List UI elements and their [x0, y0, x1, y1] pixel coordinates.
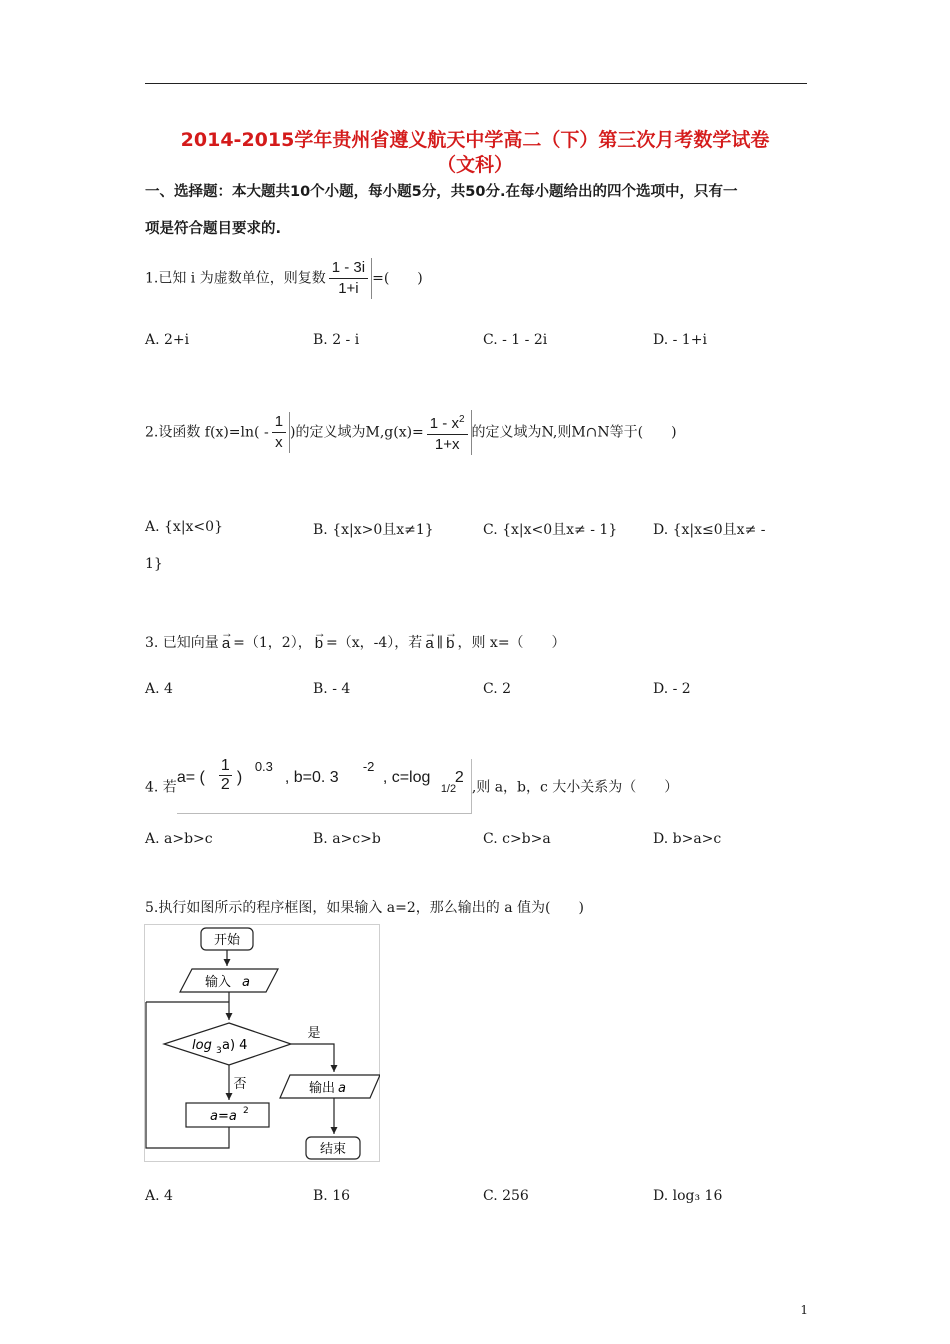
- flow-no-label: 否: [233, 1077, 247, 1092]
- q3-parallel: ∥: [436, 635, 444, 651]
- q2-option-c: C. {x|x<0且x≠ - 1}: [483, 522, 618, 538]
- q1-denominator: 1+i: [338, 280, 359, 297]
- question-4: [145, 759, 678, 814]
- q2-part-3: 的定义域为N,则M∩N等于( ): [471, 424, 677, 441]
- q1-option-b: B. 2 - i: [313, 332, 360, 348]
- q4-c-label: , c=log: [382, 769, 431, 786]
- q2-f2-exponent: 2: [458, 414, 465, 425]
- q4-option-d: D. b>a>c: [653, 831, 722, 847]
- flow-output-var: a: [338, 1081, 346, 1096]
- vector-arrow-icon: →: [424, 625, 437, 640]
- q2-f2-numerator-text: 1 - x: [429, 415, 459, 432]
- q4-option-a: A. a>b>c: [145, 831, 213, 847]
- q3-part-1: 3. 已知向量: [145, 635, 219, 651]
- q4-half-fraction: [219, 757, 232, 794]
- q5-option-c: C. 256: [483, 1188, 529, 1204]
- question-1: [145, 258, 423, 299]
- question-5: 5.执行如图所示的程序框图，如果输入 a=2，那么输出的 a 值为( ): [145, 900, 584, 916]
- q4-option-c: C. c>b>a: [483, 831, 551, 847]
- flowchart-image: [144, 924, 380, 1162]
- vector-arrow-icon: →: [313, 625, 326, 640]
- q3-option-d: D. - 2: [653, 681, 691, 697]
- flow-cond-sub: 3: [216, 1046, 222, 1056]
- q3-vector-b-2-label: b: [446, 634, 455, 652]
- q4-c-base: 1/2: [440, 783, 457, 795]
- q3-part-3: =（x，-4），若: [326, 635, 423, 651]
- flow-input-label: 输入: [204, 975, 232, 990]
- q4-a-label: a= (: [176, 769, 205, 786]
- q3-vector-a-label: a: [221, 634, 231, 652]
- q4-suffix: ,则 a，b，c 大小关系为（ ）: [471, 779, 679, 796]
- q2-option-d: D. {x|x≤0且x≠ -: [653, 522, 766, 538]
- q2-fraction-2-image: [424, 410, 472, 455]
- flow-yes-label: 是: [307, 1026, 321, 1041]
- flow-cond-log: log: [192, 1038, 212, 1053]
- q2-option-b: B. {x|x>0且x≠1}: [313, 522, 434, 538]
- q5-option-d: D. log₃ 16: [653, 1188, 723, 1204]
- q4-a-exponent: 0.3: [254, 759, 273, 774]
- header-rule: [145, 83, 807, 84]
- q1-option-a: A. 2+i: [145, 332, 190, 348]
- q2-f1-numerator: 1: [272, 412, 286, 433]
- q4-half-numerator: 1: [220, 757, 230, 774]
- flow-assign-sup: 2: [243, 1106, 249, 1116]
- q1-suffix: =( ): [372, 270, 423, 287]
- q3-vector-a: [219, 625, 233, 652]
- q4-c-value: 2: [454, 769, 464, 786]
- flow-start-label: 开始: [213, 933, 241, 948]
- q4-option-b: B. a>c>b: [313, 831, 381, 847]
- q4-expression-image: [177, 759, 472, 814]
- flow-end-label: 结束: [319, 1142, 347, 1157]
- section-heading-line-1: 一、选择题：本大题共10个小题，每小题5分，共50分.在每小题给出的四个选项中，只有一: [145, 184, 738, 200]
- q1-prefix: 1.已知 i 为虚数单位，则复数: [145, 270, 326, 287]
- title-line-1: 2014-2015学年贵州省遵义航天中学高二（下）第三次月考数学试卷: [180, 129, 770, 151]
- q1-fraction-image: [326, 258, 372, 299]
- q3-option-c: C. 2: [483, 681, 512, 697]
- q3-vector-a-2-label: a: [425, 634, 434, 652]
- q3-vector-b: [312, 625, 326, 652]
- q2-option-a: A. {x|x<0}: [145, 519, 223, 535]
- vector-arrow-icon: →: [220, 625, 233, 640]
- question-3: [145, 625, 566, 652]
- section-heading-line-2: 项是符合题目要求的.: [145, 221, 282, 237]
- q4-close-paren: ): [236, 769, 243, 786]
- flow-assign-label: a=a: [210, 1109, 237, 1124]
- q2-part-1: 2.设函数 f(x)=ln( -: [145, 424, 269, 441]
- flow-output-label: 输出: [308, 1081, 336, 1096]
- flow-cond-rest: a) 4: [222, 1038, 248, 1053]
- q2-fraction-1-image: [269, 412, 290, 453]
- page-number: 1: [800, 1303, 808, 1317]
- flow-input-var: a: [242, 975, 250, 990]
- q2-f2-denominator: 1+x: [434, 436, 460, 453]
- q3-part-5: ，则 x=（ ）: [457, 635, 566, 651]
- question-2: [145, 410, 677, 455]
- q2-part-2: )的定义域为M,g(x)=: [290, 424, 424, 441]
- q3-part-2: =（1，2），: [233, 635, 312, 651]
- q3-vector-b-label: b: [314, 634, 324, 652]
- vector-arrow-icon: →: [445, 625, 458, 640]
- q3-vector-a-2: [422, 625, 437, 652]
- q4-prefix: 4. 若: [145, 779, 177, 796]
- title-line-2: （文科）: [436, 154, 513, 176]
- q1-option-c: C. - 1 - 2i: [483, 332, 548, 348]
- q4-b-exponent: -2: [362, 759, 375, 774]
- q1-option-d: D. - 1+i: [653, 332, 707, 348]
- q3-vector-b-2: [443, 625, 458, 652]
- q1-numerator: 1 - 3i: [329, 258, 368, 279]
- q4-b-label: , b=0. 3: [284, 769, 339, 786]
- q3-option-b: B. - 4: [313, 681, 351, 697]
- q2-f2-numerator: [427, 410, 468, 435]
- q5-option-b: B. 16: [313, 1188, 351, 1204]
- q3-option-a: A. 4: [145, 681, 173, 697]
- q4-half-denominator: 2: [220, 776, 230, 793]
- q2-f1-denominator: x: [275, 434, 283, 451]
- q5-option-a: A. 4: [145, 1188, 173, 1204]
- q2-option-d-wrap: 1}: [145, 556, 163, 572]
